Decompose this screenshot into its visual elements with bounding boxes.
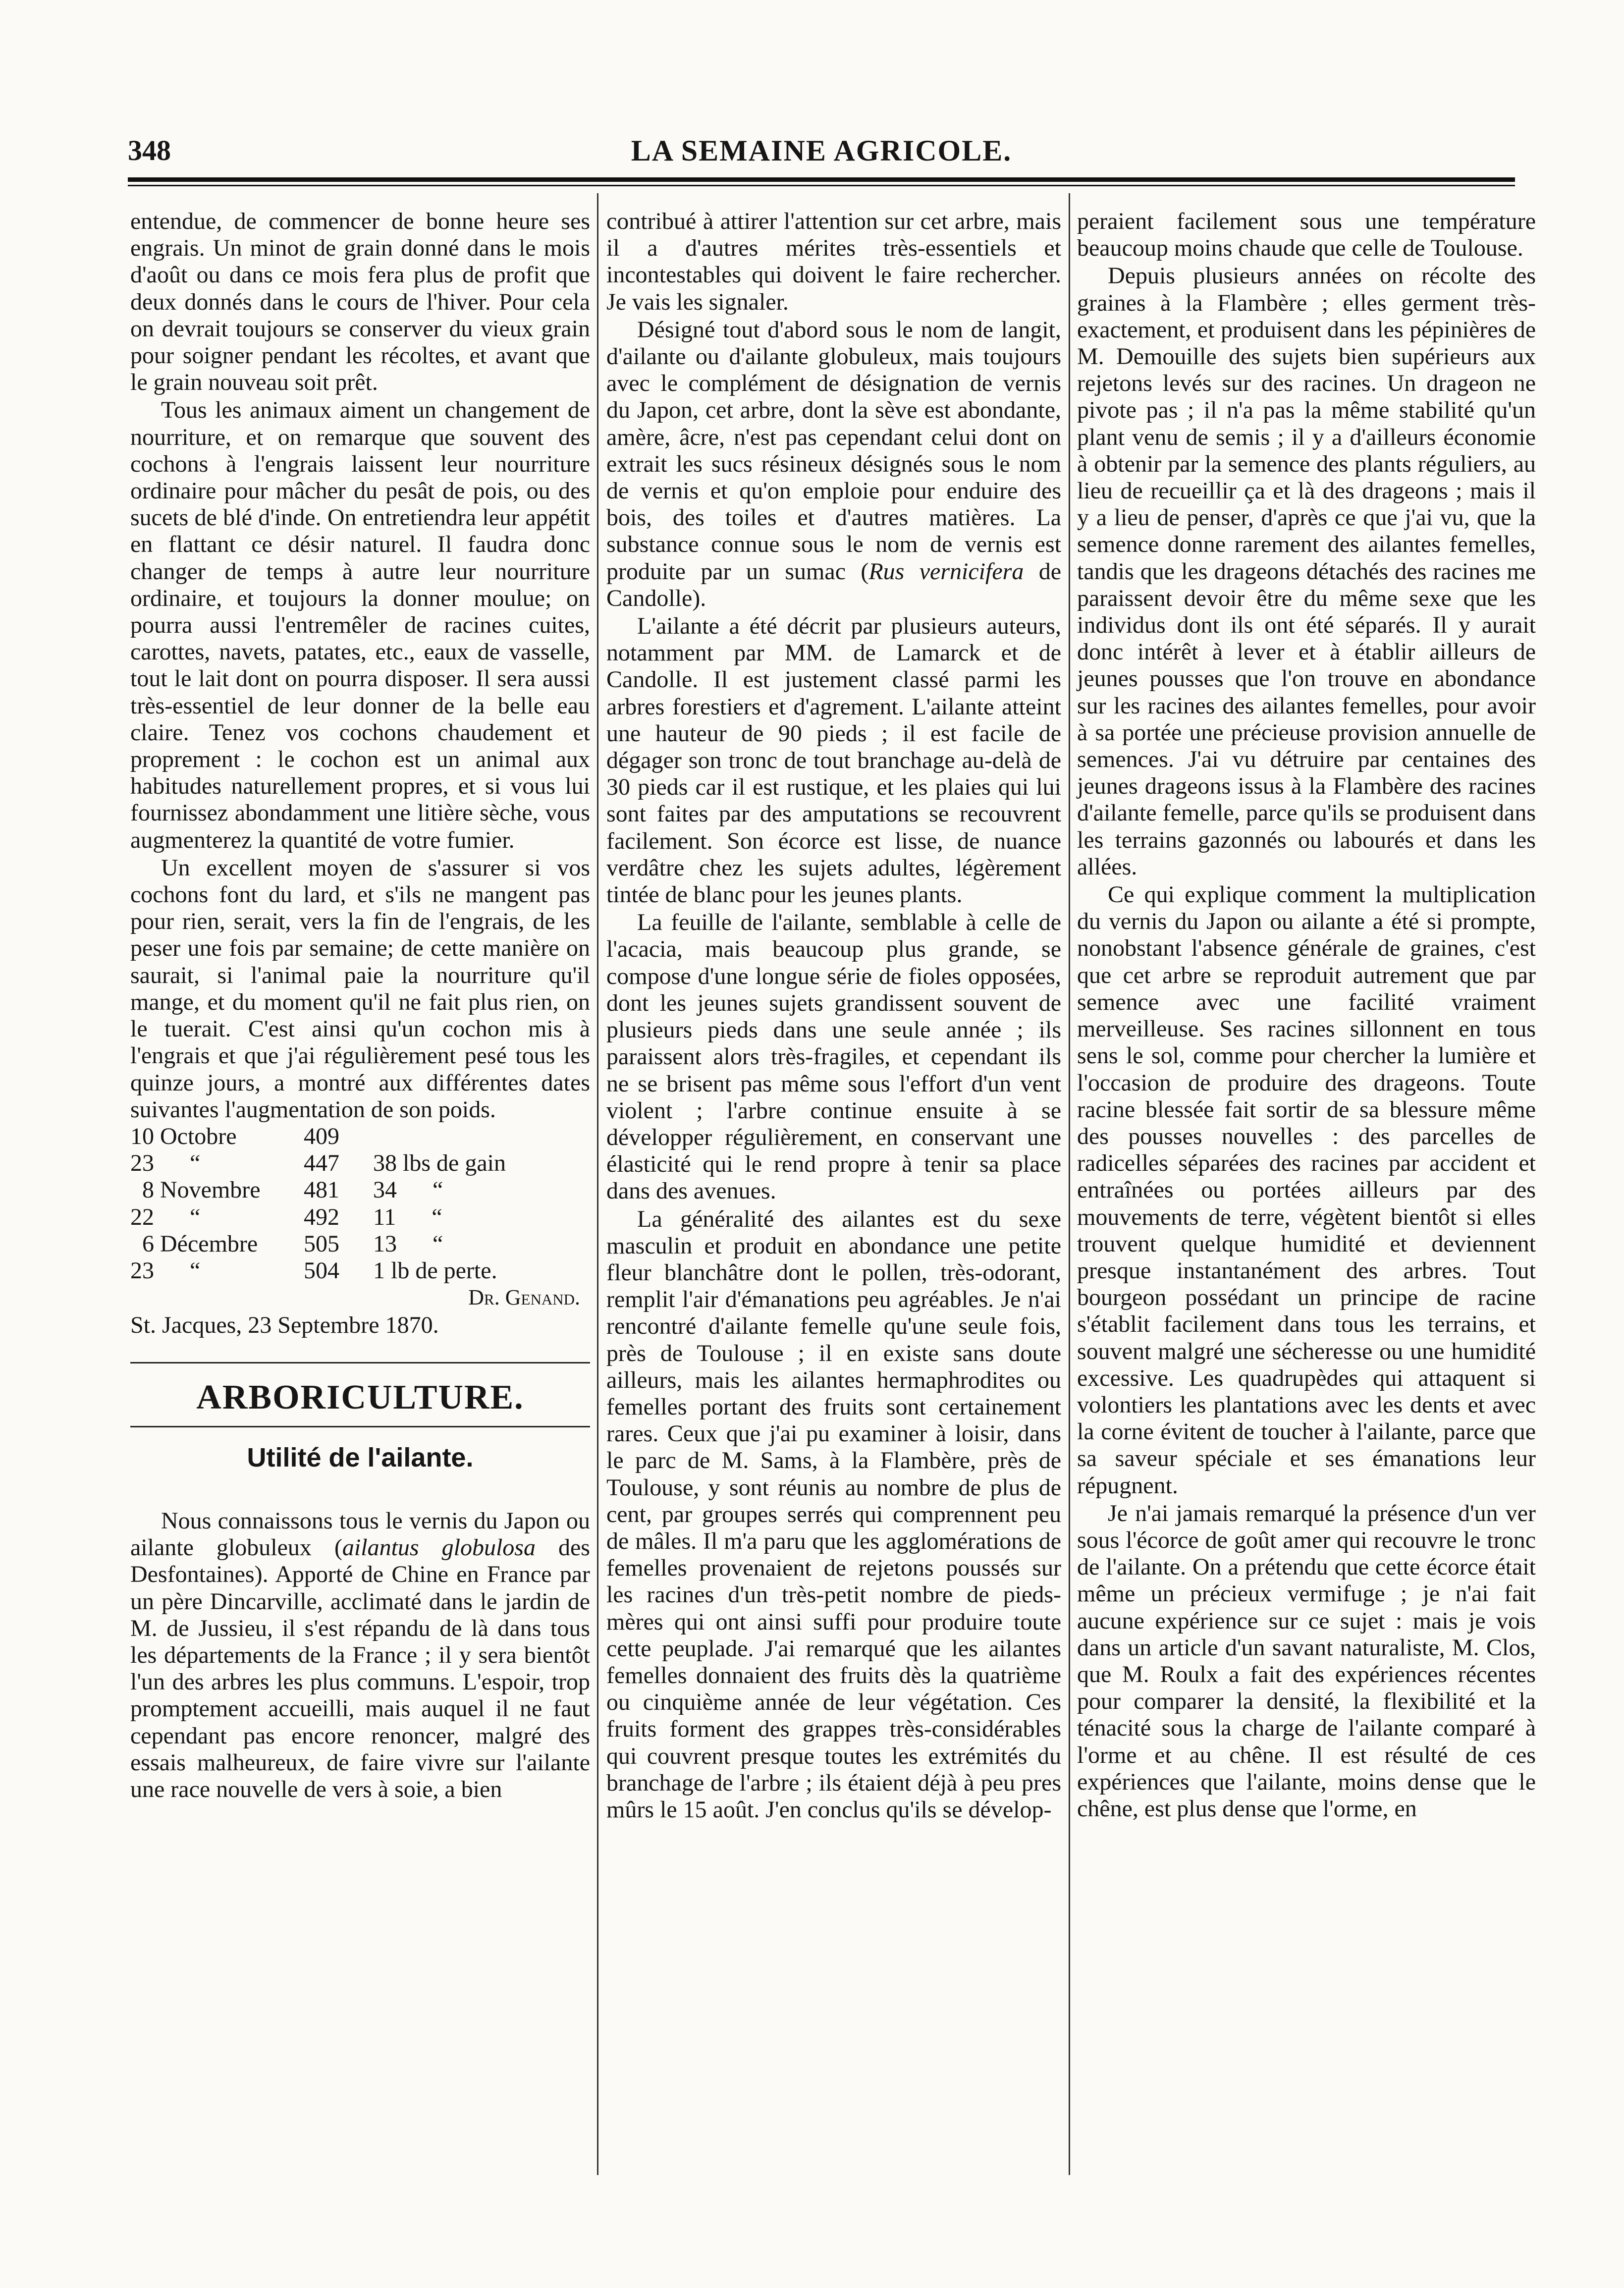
weight-value: 409 (304, 1123, 339, 1149)
paragraph: contribué à attirer l'attention sur cet arbre, mais il a d'autres mérites très-essentiels et incontestables qui doivent le faire rechercher. Je vais les signaler. (606, 208, 1061, 315)
paragraph: peraient facilement sous une température beaucoup moins chaude que celle de Toulouse. (1077, 208, 1536, 262)
column-3 (1077, 208, 1536, 1822)
weight-change (373, 1123, 506, 1150)
column-2 (606, 208, 1061, 1823)
weight-date: 23 “ (130, 1150, 201, 1177)
paragraph: La généralité des ailantes est du sexe masculin et produit en abondance une petite fleur blanchâtre dont le pollen, très-odorant, remplit l'air d'émanations peu agréables. Je n'ai rencontré d'ailante femelle qu'une seule fois, près de Toulouse ; il en existe sans doute ailleurs, mais les ailantes hermaphrodites ou femelles portant des fruits sont certainement rares. Ceux que j'ai pu examiner à loisir, dans le parc de M. Sams, à la Flambère, près de Toulouse, y sont réunis au nombre de plus de cent, par groupes serrés qui comprennent peu de mâles. Il m'a paru que les agglomérations de femelles provenaient de rejetons poussés sur les racines d'un très-petit nombre de pieds-mères qui ont ainsi suffi pour produire toute cette peuplade. J'ai remarqué que les ailantes femelles donnaient des fruits dès la quatrième ou cinquième année de leur végétation. Ces fruits forment des grappes très-considérables qui couvrent presque toutes les extrémités du branchage de l'arbre ; ils étaient déjà à peu pres mûrs le 15 août. J'en conclus qu'ils se dévelop- (606, 1205, 1061, 1823)
species-name: ailantus globulosa (342, 1534, 536, 1561)
paragraph: Un excellent moyen de s'assurer si vos cochons font du lard, et s'ils ne mangent pas pour rien, serait, vers la fin de l'engrais, de les peser une fois par semaine; de cette manière on saurait, si l'animal paie la nourriture qu'il mange, et du moment qu'il ne fait plus rien, on le tuerait. C'est ainsi qu'un cochon mis à l'engrais et que j'ai régulièrement pesé tous les quinze jours, a montré aux différentes dates suivantes l'augmentation de son poids. (130, 854, 590, 1123)
column-divider-1 (597, 193, 598, 2175)
section-divider (130, 1426, 590, 1427)
paragraph: Tous les animaux aiment un changement de nourriture, et on remarque que souvent des cochons à l'engrais laissent leur nourriture ordinaire pour mâcher du pesât de pois, ou des sucets de blé d'inde. On entretiendra leur appétit en flattant ce désir naturel. Il faudra donc changer de temps à autre leur nourriture ordinaire, et toujours la donner moulue; on pourra aussi l'entremêler de racines cuites, carottes, navets, patates, etc., eaux de vasselle, tout le lait dont on pourra disposer. Il sera aussi très-essentiel de leur donner de la belle eau claire. Tenez vos cochons chaudement et proprement : le cochon est un animal aux habitudes naturellement propres, et si vous lui fournissez abondamment une litière sèche, vous augmenterez la quantité de votre fumier. (130, 397, 590, 853)
weight-row (130, 1177, 506, 1203)
weight-change: 34 “ (373, 1177, 443, 1203)
text-run: de Candolle). (606, 558, 1062, 611)
paragraph (606, 317, 1061, 612)
weight-date: 23 “ (130, 1257, 201, 1284)
weight-row (130, 1150, 506, 1177)
weight-value: 447 (304, 1150, 339, 1177)
text-run: Nous connaissons tous le vernis du Japon ou ailante globuleux ( (130, 1507, 590, 1561)
weight-date: 8 Novembre (130, 1177, 261, 1203)
page-header (128, 134, 1515, 177)
section-divider (130, 1362, 590, 1363)
section-heading: ARBORICULTURE. (196, 1378, 524, 1416)
page-number: 348 (128, 134, 171, 166)
paragraph: Je n'ai jamais remarqué la présence d'un ver sous l'écorce de goût amer qui recouvre le tronc de l'ailante. On a prétendu que cette écorce était même un précieux vermifuge ; je n'ai fait aucune expérience sur ce sujet : mais je vois dans un article d'un savant naturaliste, M. Clos, que M. Roulx a fait des expériences récentes pour comparer la densité, la flexibilité et la ténacité sous la charge de l'ailante comparé à l'orme et au chêne. Il est résulté de ces expériences que l'ailante, moins dense que le chêne, est plus dense que l'orme, en (1077, 1500, 1536, 1822)
weight-change: 11 “ (373, 1203, 442, 1230)
column-divider-2 (1069, 193, 1070, 2175)
weight-value: 481 (304, 1177, 339, 1203)
author-signature: Dr. Genand. (468, 1285, 580, 1310)
weight-value: 504 (304, 1257, 339, 1284)
paragraph: La feuille de l'ailante, semblable à celle de l'acacia, mais beaucoup plus grande, se compose d'une longue série de fioles opposées, dont les jeunes sujets grandissent souvent de plusieurs pieds dans une seule année ; ils paraissent alors très-fragiles, et cependant ils ne se brisent pas même sous l'effort d'un vent violent ; l'arbre continue ensuite à se développer régulièrement, en conservant une élasticité qui le rend propre à tenir sa place dans des avenues. (606, 909, 1061, 1204)
weight-row (130, 1204, 506, 1231)
weight-row (130, 1257, 506, 1284)
paragraph: Ce qui explique comment la multiplication du vernis du Japon ou ailante a été si prompte, nonobstant l'absence générale de graines, c'est que cet arbre se reproduit autrement que par semence avec une facilité vraiment merveilleuse. Ses racines sillonnent en tous sens le sol, comme pour chercher la lumière et l'occasion de produire des drageons. Toute racine blessée fait sortir de sa blessure même des pousses nouvelles : des parcelles de radicelles séparées des racines par accident et entraînées ou portées ailleurs par des mouvements de terre, végètent bientôt si elles trouvent quelque humidité et deviennent presque instantanément des arbres. Tout bourgeon possédant un principe de racine s'établit facilement dans tous les terrains, et souvent malgré une sécheresse ou une humidité excessive. Les quadrupèdes qui attaquent si volontiers les plantations avec les dents et avec la corne évitent de toucher à l'ailante, parce que sa saveur spéciale et ses émanations leur répugnent. (1077, 881, 1536, 1499)
weight-table (130, 1123, 506, 1284)
paragraph: entendue, de commencer de bonne heure ses engrais. Un minot de grain donné dans le mois d'août ou dans ce mois fera plus de profit que deux donnés dans le cours de l'hiver. Pour cela on devrait toujours se conserver du vieux grain pour soigner pendant les récoltes, et avant que le grain nouveau soit prêt. (130, 208, 590, 396)
weight-value: 492 (304, 1203, 339, 1230)
paragraph: L'ailante a été décrit par plusieurs auteurs, notamment par MM. de Lamarck et de Candolle. Il est justement classé parmi les arbres forestiers et d'agrement. L'ailante atteint une hauteur de 90 pieds ; il est facile de dégager son tronc de tout branchage au-delà de 30 pieds car il est rustique, et les plaies qui lui sont faites par des amputations se recouvrent facilement. Son écorce est lisse, de nuance verdâtre chez les sujets adultes, légèrement tintée de blanc pour les jeunes plants. (606, 613, 1061, 908)
weight-change: 1 lb de perte. (373, 1257, 497, 1284)
species-name: Rus vernicifera (868, 558, 1024, 585)
column-1 (130, 208, 590, 1803)
weight-change: 13 “ (373, 1230, 443, 1257)
header-rule-thick (128, 177, 1515, 182)
paragraph: Depuis plusieurs années on récolte des graines à la Flambère ; elles germent très-exactement, et produisent dans les pépinières de M. Demouille des sujets bien supérieurs aux rejetons levés sur des racines. Un drageon ne pivote pas ; il n'a pas la même stabilité qu'un plant venu de semis ; il y a d'ailleurs économie à obtenir par la semence des plants réguliers, au lieu de recueillir ça et là des drageons ; mais il y a lieu de penser, d'après ce que j'ai vu, que la semence donne rarement des ailantes femelles, tandis que les drageons détachés des racines me paraissent devoir être du même sexe que les individus dont ils ont été séparés. Il y aurait donc intérêt à lever et à établir ailleurs de jeunes pousses que l'on trouve en abondance sur les racines des ailantes femelles, pour avoir à sa portée une précieuse provision annuelle de semences. J'ai vu détruire par centaines des jeunes drageons issus à la Flambère des racines d'ailante femelle, parce qu'ils se produisent dans les terrains gazonnés ou labourés et dans les allées. (1077, 263, 1536, 880)
journal-title: LA SEMAINE AGRICOLE. (631, 134, 1012, 167)
weight-date: 10 Octobre (130, 1123, 237, 1149)
text-run: des Desfontaines). Apporté de Chine en France par un père Dincarville, acclimaté dans le jardin de M. de Jussieu, il s'est répandu de là dans tous les départements de la France ; il y sera bientôt l'un des arbres les plus communs. L'espoir, trop promptement accueilli, mais auquel il ne faut cependant pas encore renoncer, malgré des essais malheureux, de faire vivre sur l'ailante une race nouvelle de vers à soie, a bien (130, 1534, 590, 1802)
weight-row (130, 1123, 506, 1150)
article-title: Utilité de l'ailante. (247, 1442, 474, 1472)
weight-change: 38 lbs de gain (373, 1150, 506, 1177)
weight-row (130, 1231, 506, 1257)
weight-date: 22 “ (130, 1203, 201, 1230)
place-date: St. Jacques, 23 Septembre 1870. (130, 1312, 439, 1339)
weight-date: 6 Décembre (130, 1230, 258, 1257)
text-run: Désigné tout d'abord sous le nom de langit, d'ailante ou d'ailante globuleux, mais toujours avec le complément de désignation de vernis du Japon, cet arbre, dont la sève est abondante, amère, âcre, n'est pas cependant celui dont on extrait les sucs résineux désignés sous le nom de vernis et qu'on emploie pour enduire des bois, des toiles et d'autres matières. La substance connue sous le nom de vernis est produite par un sumac ( (606, 316, 1061, 585)
weight-value: 505 (304, 1230, 339, 1257)
paragraph (130, 1508, 590, 1803)
header-rule-thin (128, 185, 1515, 186)
